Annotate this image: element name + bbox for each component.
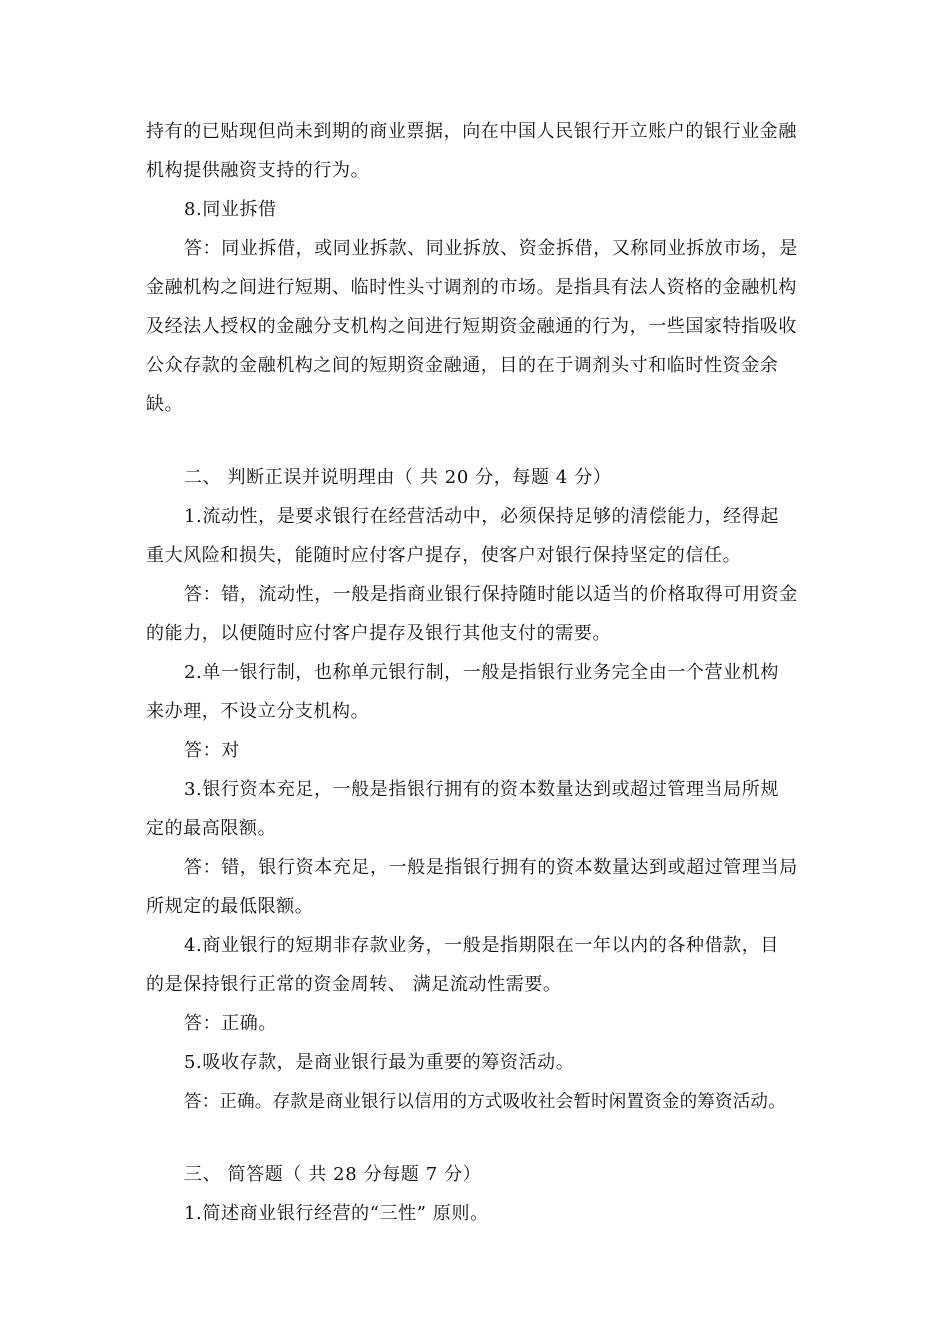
paragraph-line: 机构提供融资支持的行为。 [146,160,370,181]
question-line: 4.商业银行的短期非存款业务，一般是指期限在一年以内的各种借款，目 [184,935,779,956]
section-heading: 三、 简答题（ 共 28 分每题 7 分） [184,1164,482,1185]
answer-line: 答：正确。 [184,1013,277,1034]
paragraph-line: 重大风险和损失，能随时应付客户提存，使客户对银行保持坚定的信任。 [146,545,742,566]
paragraph-line: 公众存款的金融机构之间的短期资金融通，目的在于调剂头寸和临时性资金余 [146,355,779,376]
answer-line: 答：错，流动性，一般是指商业银行保持随时能以适当的价格取得可用资金 [184,584,798,605]
paragraph-line: 及经法人授权的金融分支机构之间进行短期资金融通的行为，一些国家特指吸收 [146,316,797,337]
question-line: 1.简述商业银行经营的“三性” 原则。 [184,1203,489,1224]
paragraph-line: 来办理，不设立分支机构。 [146,701,370,722]
answer-line: 答：同业拆借，或同业拆款、同业拆放、资金拆借，又称同业拆放市场，是 [184,238,798,259]
question-line: 2.单一银行制，也称单元银行制，一般是指银行业务完全由一个营业机构 [184,662,779,683]
paragraph-line: 缺。 [146,394,184,415]
paragraph-line: 的是保持银行正常的资金周转、 满足流动性需要。 [146,974,562,995]
paragraph-line: 持有的已贴现但尚未到期的商业票据，向在中国人民银行开立账户的银行业金融 [146,121,797,142]
question-line: 3.银行资本充足，一般是指银行拥有的资本数量达到或超过管理当局所规 [184,779,779,800]
paragraph-line: 的能力，以便随时应付客户提存及银行其他支付的需要。 [146,623,611,644]
section-heading: 二、 判断正误并说明理由（ 共 20 分，每题 4 分） [184,467,612,488]
answer-line: 答：对 [184,740,240,761]
paragraph-line: 金融机构之间进行短期、临时性头寸调剂的市场。是指具有法人资格的金融机构 [146,277,797,298]
question-line: 5.吸收存款，是商业银行最为重要的筹资活动。 [184,1052,575,1073]
paragraph-line: 所规定的最低限额。 [146,896,314,917]
paragraph-line: 定的最高限额。 [146,818,277,839]
answer-line: 答：正确。存款是商业银行以信用的方式吸收社会暂时闲置资金的筹资活动。 [184,1092,786,1112]
answer-line: 答：错，银行资本充足，一般是指银行拥有的资本数量达到或超过管理当局 [184,857,798,878]
item-heading: 8.同业拆借 [184,199,277,220]
question-line: 1.流动性，是要求银行在经营活动中，必须保持足够的清偿能力，经得起 [184,506,779,527]
